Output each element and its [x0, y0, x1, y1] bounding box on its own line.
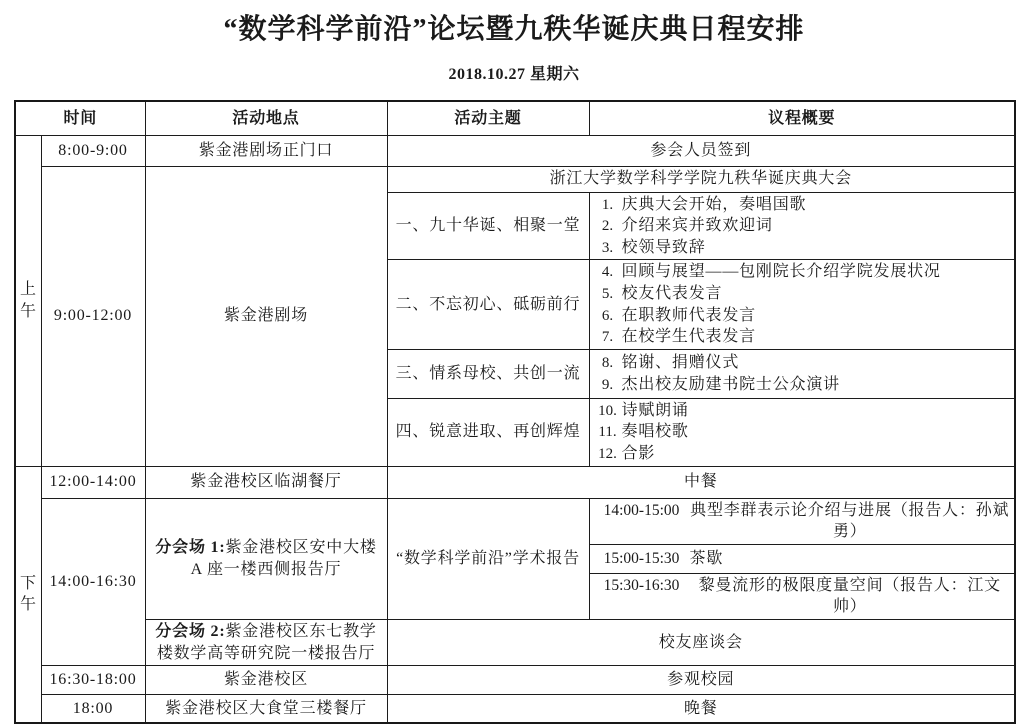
agenda-item — [594, 400, 1011, 422]
agenda-item — [594, 374, 1011, 396]
agenda-item — [594, 194, 1011, 216]
item-text: 在职教师代表发言 — [621, 306, 756, 324]
ceremony-location: 紫金港剧场 — [145, 166, 387, 466]
row-dinner — [15, 695, 1015, 723]
talk-entry — [594, 548, 1011, 570]
tour-time: 16:30-18:00 — [41, 666, 145, 695]
item-text: 合影 — [621, 445, 656, 463]
col-header-theme: 活动主题 — [387, 101, 589, 135]
venue2-agenda: 校友座谈会 — [387, 620, 1015, 666]
section2-theme: 二、不忘初心、砥砺前行 — [387, 260, 589, 349]
tour-location: 紫金港校区 — [145, 666, 387, 695]
forum-time: 14:00-16:30 — [41, 498, 145, 666]
item-number: 11. — [598, 424, 617, 441]
row-lunch — [15, 466, 1015, 498]
ceremony-time: 9:00-12:00 — [41, 166, 145, 466]
row-forum-talk-1 — [15, 498, 1015, 544]
talk2-cell — [589, 544, 1015, 573]
item-text: 铭谢、捐赠仪式 — [621, 354, 740, 372]
page-title: “数学科学前沿”论坛暨九秩华诞庆典日程安排 — [223, 14, 805, 45]
item-number: 2. — [601, 218, 614, 235]
signin-agenda: 参会人员签到 — [387, 135, 1015, 166]
item-text: 校领导致辞 — [621, 238, 706, 256]
agenda-item — [594, 443, 1011, 465]
section4-theme: 四、锐意进取、再创辉煌 — [387, 398, 589, 466]
talk-entry — [594, 500, 1011, 543]
item-text: 回顾与展望——包刚院长介绍学院发展状况 — [621, 263, 941, 281]
item-text: 奏唱校歌 — [621, 423, 689, 441]
talk-text: 典型李群表示论介绍与进展（报告人：孙斌勇） — [690, 501, 1010, 541]
lunch-location: 紫金港校区临湖餐厅 — [145, 466, 387, 498]
item-number: 4. — [601, 264, 614, 281]
forum-theme: “数学科学前沿”学术报告 — [387, 498, 589, 619]
section1-theme: 一、九十华诞、相聚一堂 — [387, 192, 589, 260]
agenda-item — [594, 326, 1011, 348]
document-page — [0, 14, 1028, 717]
agenda-item — [594, 352, 1011, 374]
col-header-location: 活动地点 — [145, 101, 387, 135]
talk3-cell — [589, 573, 1015, 619]
item-text: 校友代表发言 — [621, 285, 723, 303]
item-text: 庆典大会开始，奏唱国歌 — [621, 195, 807, 213]
agenda-item — [594, 305, 1011, 327]
item-text: 在校学生代表发言 — [621, 328, 756, 346]
talk-text: 黎曼流形的极限度量空间（报告人：江文帅） — [698, 576, 1001, 616]
row-forum-venue-2 — [15, 620, 1015, 666]
talk-time: 15:30-16:30 — [603, 576, 680, 594]
item-number: 5. — [601, 286, 614, 303]
tour-agenda: 参观校园 — [387, 666, 1015, 695]
venue1-label: 分会场 1: — [155, 539, 226, 557]
lunch-agenda: 中餐 — [387, 466, 1015, 498]
agenda-item — [594, 261, 1011, 283]
ceremony-banner: 浙江大学数学科学学院九秩华诞庆典大会 — [387, 166, 1015, 192]
agenda-item — [594, 283, 1011, 305]
signin-time: 8:00-9:00 — [41, 135, 145, 166]
dinner-location: 紫金港校区大食堂三楼餐厅 — [145, 695, 387, 723]
col-header-time: 时间 — [15, 101, 145, 135]
item-number: 9. — [601, 376, 614, 393]
item-number: 8. — [601, 355, 614, 372]
item-text: 诗赋朗诵 — [621, 401, 689, 419]
section4-agenda — [589, 398, 1015, 466]
venue2-label: 分会场 2: — [155, 623, 226, 640]
row-signin — [15, 135, 1015, 166]
section3-theme: 三、情系母校、共创一流 — [387, 349, 589, 398]
item-number: 3. — [601, 239, 614, 256]
talk1-cell — [589, 498, 1015, 544]
schedule-table — [14, 100, 1016, 724]
item-text: 介绍来宾并致欢迎词 — [621, 217, 773, 235]
dinner-time: 18:00 — [41, 695, 145, 723]
talk-time: 14:00-15:00 — [603, 501, 680, 519]
page-date: 2018.10.27 星期六 — [448, 66, 580, 84]
venue2-text: 紫金港校区东七教学楼数学高等研究院一楼报告厅 — [156, 623, 377, 662]
period-morning: 上午 — [15, 135, 41, 466]
forum-venue1 — [145, 498, 387, 619]
agenda-item — [594, 237, 1011, 259]
lunch-time: 12:00-14:00 — [41, 466, 145, 498]
forum-venue2 — [145, 620, 387, 666]
item-number: 1. — [601, 196, 614, 213]
dinner-agenda: 晚餐 — [387, 695, 1015, 723]
period-afternoon: 下午 — [15, 466, 41, 723]
section2-agenda — [589, 260, 1015, 349]
item-number: 12. — [598, 446, 617, 463]
section3-agenda — [589, 349, 1015, 398]
talk-text: 茶歇 — [689, 549, 724, 567]
talk-time: 15:00-15:30 — [603, 549, 680, 567]
header-row — [15, 101, 1015, 135]
item-number: 10. — [598, 402, 617, 419]
item-number: 7. — [601, 329, 614, 346]
agenda-item — [594, 215, 1011, 237]
item-text: 杰出校友励建书院士公众演讲 — [621, 375, 840, 393]
col-header-agenda: 议程概要 — [589, 101, 1015, 135]
agenda-item — [594, 421, 1011, 443]
venue1-text: 紫金港校区安中大楼 A 座一楼西侧报告厅 — [190, 539, 377, 578]
signin-location: 紫金港剧场正门口 — [145, 135, 387, 166]
row-campus-tour — [15, 666, 1015, 695]
row-ceremony-banner — [15, 166, 1015, 192]
item-number: 6. — [601, 307, 614, 324]
section1-agenda — [589, 192, 1015, 260]
talk-entry — [594, 575, 1011, 618]
